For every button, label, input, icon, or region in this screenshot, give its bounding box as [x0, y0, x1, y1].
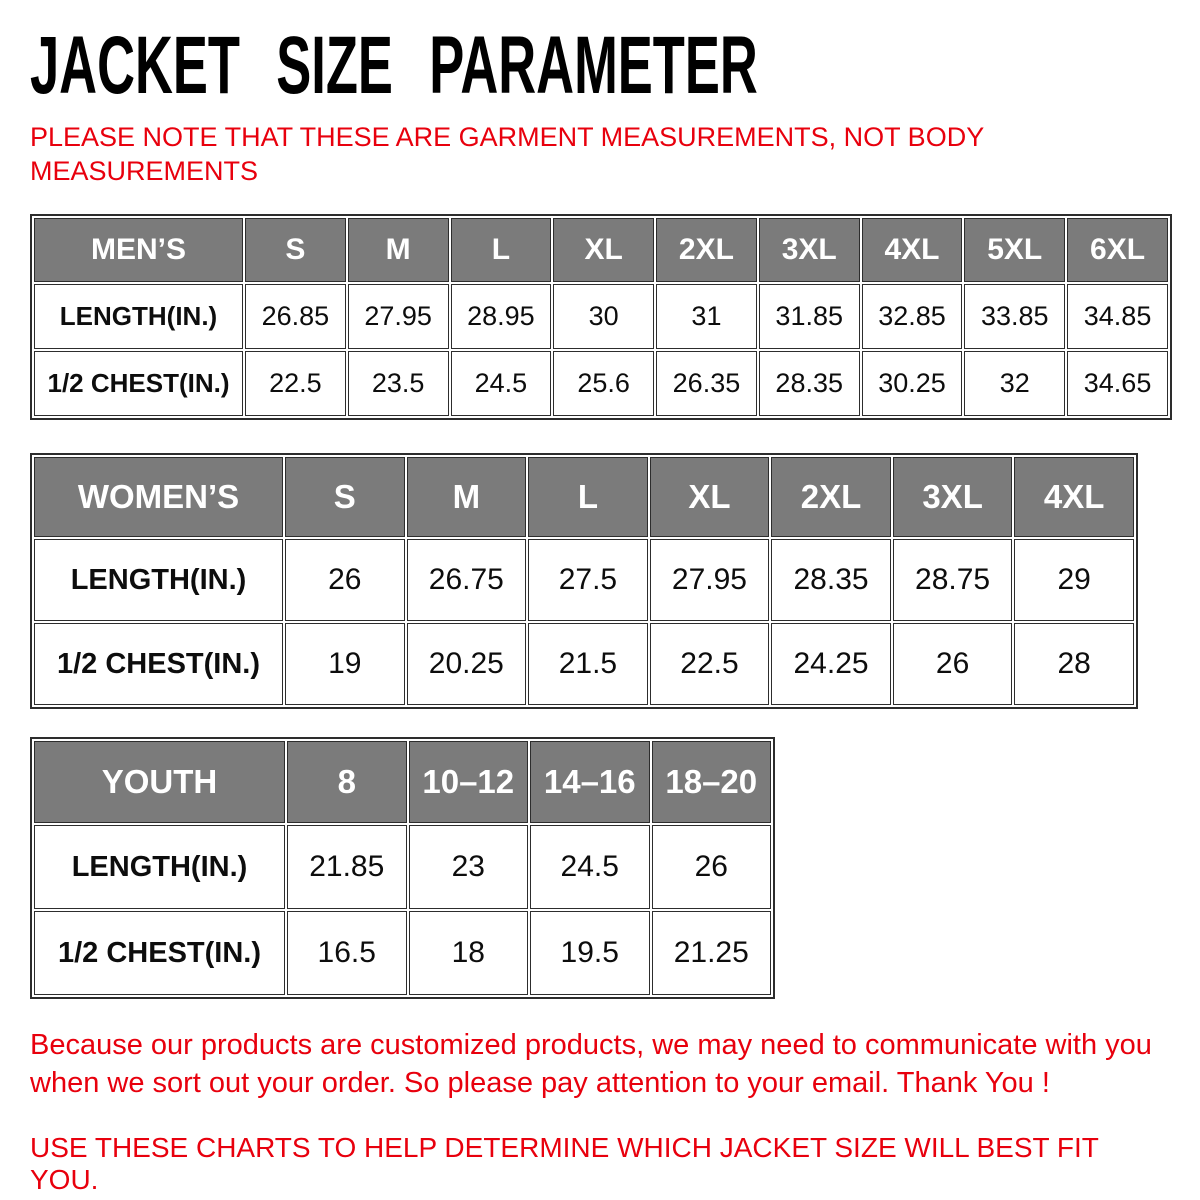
mens-header-row [34, 218, 1168, 282]
size-header-cell: 8 [287, 741, 407, 823]
size-value-cell: 24.25 [771, 623, 891, 705]
table-title-cell: MEN’S [34, 218, 243, 282]
size-value-cell: 25.6 [553, 351, 654, 416]
youth-size-table [30, 737, 775, 999]
size-value-cell: 31 [656, 284, 757, 349]
garment-note-line2: MEASUREMENTS [30, 156, 259, 186]
row-label-cell: LENGTH(IN.) [34, 284, 243, 349]
size-header-cell: 14–16 [530, 741, 650, 823]
row-label-cell: 1/2 CHEST(IN.) [34, 911, 285, 995]
size-header-cell: 5XL [964, 218, 1065, 282]
garment-note-line1: PLEASE NOTE THAT THESE ARE GARMENT MEASUREMENTS, NOT BODY [30, 122, 985, 152]
womens-size-table [30, 453, 1138, 709]
row-label-cell: LENGTH(IN.) [34, 825, 285, 909]
size-header-cell: 6XL [1067, 218, 1168, 282]
size-value-cell: 26 [893, 623, 1013, 705]
size-value-cell: 20.25 [407, 623, 527, 705]
size-header-cell: 18–20 [652, 741, 772, 823]
size-value-cell: 28 [1014, 623, 1134, 705]
size-value-cell: 34.85 [1067, 284, 1168, 349]
size-value-cell: 23.5 [348, 351, 449, 416]
size-value-cell: 26.75 [407, 539, 527, 621]
size-value-cell: 24.5 [530, 825, 650, 909]
table-title-cell: YOUTH [34, 741, 285, 823]
size-value-cell: 21.25 [652, 911, 772, 995]
size-value-cell: 28.35 [771, 539, 891, 621]
customization-notice [30, 1026, 1172, 1102]
size-value-cell: 27.5 [528, 539, 648, 621]
page-title: JACKET SIZE PARAMETER [30, 20, 758, 111]
row-label-cell: LENGTH(IN.) [34, 539, 283, 621]
size-value-cell: 24.5 [451, 351, 552, 416]
youth-length-row [34, 825, 771, 909]
size-value-cell: 22.5 [650, 623, 770, 705]
youth-chest-row [34, 911, 771, 995]
size-header-cell: 2XL [771, 457, 891, 537]
size-value-cell: 19 [285, 623, 405, 705]
size-header-cell: L [451, 218, 552, 282]
size-value-cell: 32.85 [862, 284, 963, 349]
size-value-cell: 18 [409, 911, 529, 995]
row-label-cell: 1/2 CHEST(IN.) [34, 351, 243, 416]
womens-chest-row [34, 623, 1134, 705]
youth-header-row [34, 741, 771, 823]
size-value-cell: 28.35 [759, 351, 860, 416]
size-header-cell: 3XL [759, 218, 860, 282]
size-value-cell: 26 [652, 825, 772, 909]
chart-usage-note: USE THESE CHARTS TO HELP DETERMINE WHICH JACKET SIZE WILL BEST FIT YOU. [30, 1132, 1099, 1195]
size-header-cell: M [348, 218, 449, 282]
row-label-cell: 1/2 CHEST(IN.) [34, 623, 283, 705]
size-value-cell: 27.95 [650, 539, 770, 621]
size-value-cell: 33.85 [964, 284, 1065, 349]
mens-length-row [34, 284, 1168, 349]
size-value-cell: 26.85 [245, 284, 346, 349]
size-header-cell: XL [553, 218, 654, 282]
size-value-cell: 16.5 [287, 911, 407, 995]
customization-notice-line2: when we sort out your order. So please pay attention to your email. Thank You ! [30, 1067, 1050, 1099]
size-value-cell: 27.95 [348, 284, 449, 349]
womens-length-row [34, 539, 1134, 621]
size-value-cell: 31.85 [759, 284, 860, 349]
size-header-cell: 3XL [893, 457, 1013, 537]
size-header-cell: M [407, 457, 527, 537]
customization-notice-line1: Because our products are customized products, we may need to communicate with you [30, 1029, 1152, 1061]
table-title-cell: WOMEN’S [34, 457, 283, 537]
size-header-cell: 2XL [656, 218, 757, 282]
garment-note [30, 120, 1172, 188]
womens-header-row [34, 457, 1134, 537]
size-header-cell: L [528, 457, 648, 537]
size-value-cell: 26.35 [656, 351, 757, 416]
size-value-cell: 28.75 [893, 539, 1013, 621]
size-header-cell: XL [650, 457, 770, 537]
size-value-cell: 29 [1014, 539, 1134, 621]
size-value-cell: 30.25 [862, 351, 963, 416]
size-header-cell: 10–12 [409, 741, 529, 823]
size-value-cell: 21.5 [528, 623, 648, 705]
size-value-cell: 19.5 [530, 911, 650, 995]
size-value-cell: 26 [285, 539, 405, 621]
size-value-cell: 23 [409, 825, 529, 909]
size-value-cell: 32 [964, 351, 1065, 416]
size-value-cell: 21.85 [287, 825, 407, 909]
size-header-cell: 4XL [862, 218, 963, 282]
mens-chest-row [34, 351, 1168, 416]
size-value-cell: 30 [553, 284, 654, 349]
size-header-cell: 4XL [1014, 457, 1134, 537]
size-value-cell: 28.95 [451, 284, 552, 349]
mens-size-table [30, 214, 1172, 420]
size-header-cell: S [245, 218, 346, 282]
size-value-cell: 34.65 [1067, 351, 1168, 416]
size-value-cell: 22.5 [245, 351, 346, 416]
size-header-cell: S [285, 457, 405, 537]
